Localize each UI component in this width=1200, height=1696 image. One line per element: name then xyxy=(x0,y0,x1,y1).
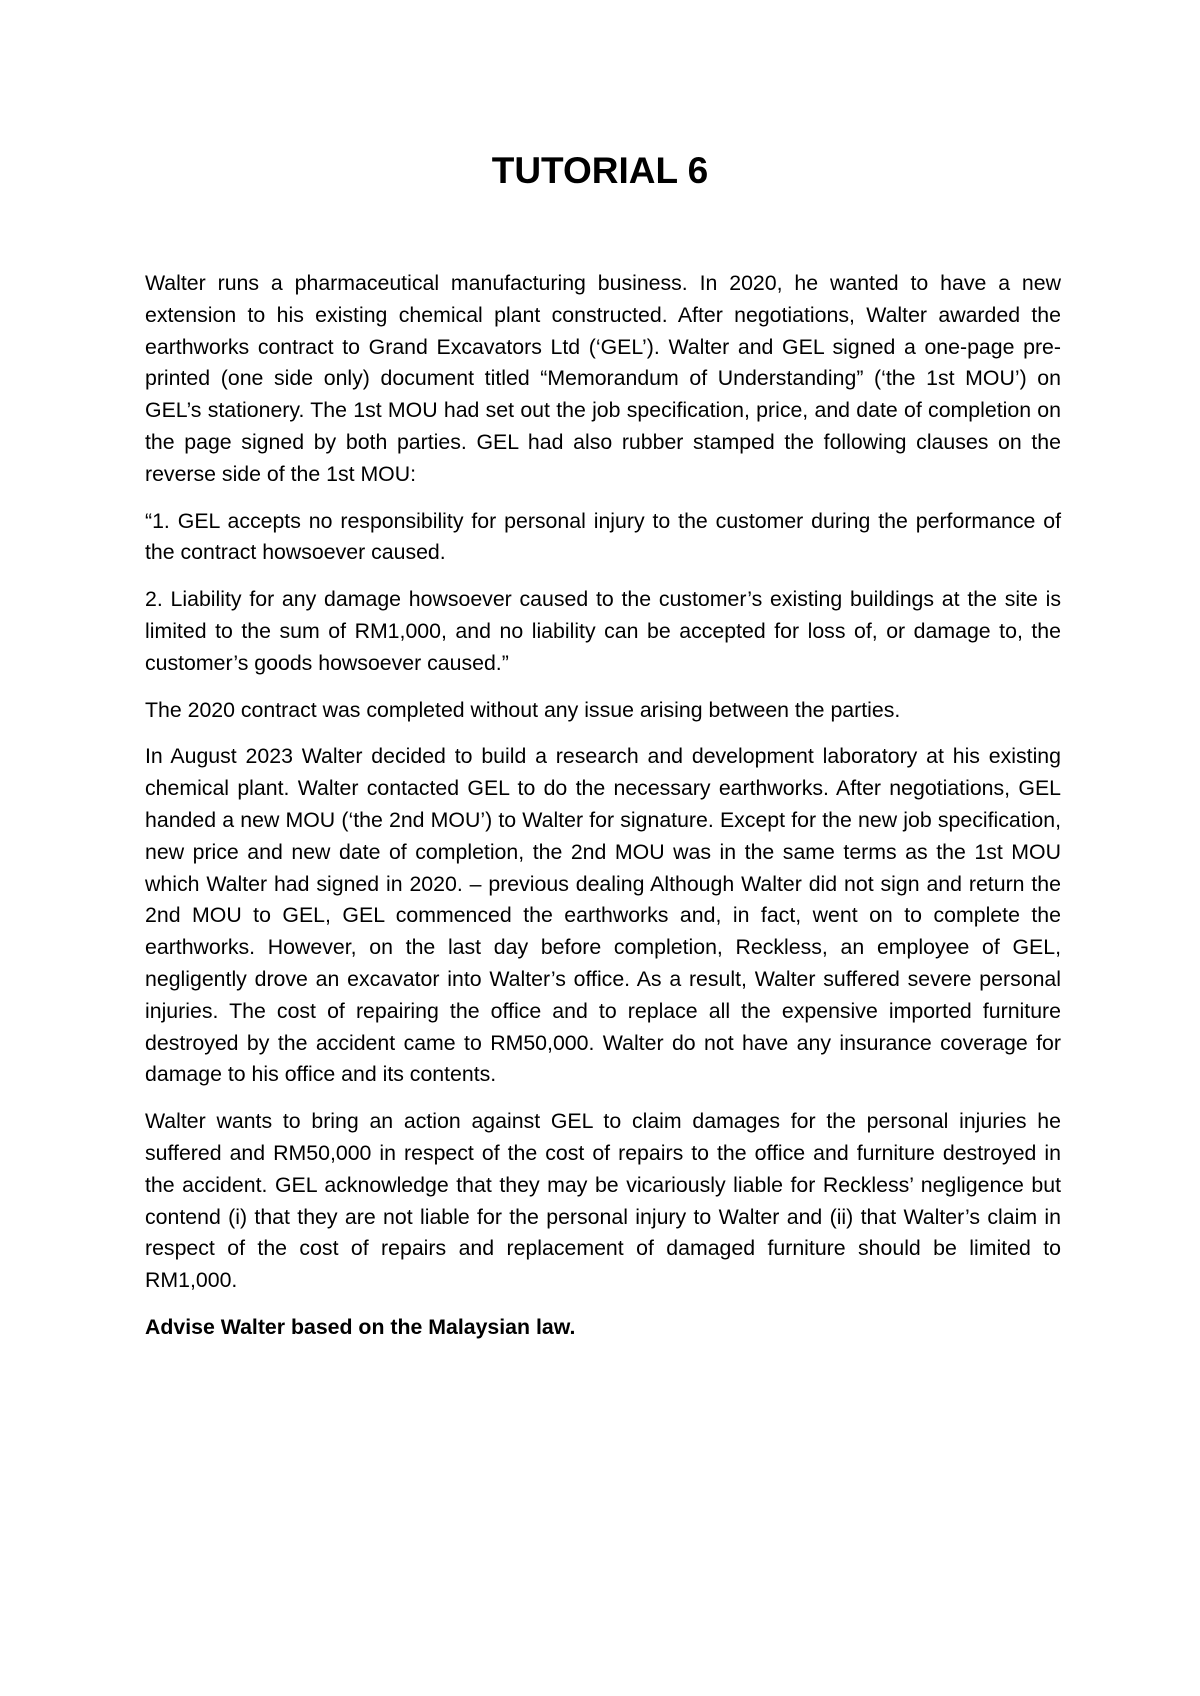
paragraph-facts-2023: In August 2023 Walter decided to build a research and development laboratory at his existing chemical plant. Walter contacted GEL to do the necessary earthworks. After negotiations, GEL handed a new MOU (‘the 2nd MOU’) to Walter for signature. Except for the new job specification, new price and new date of completion, the 2nd MOU was in the same terms as the 1st MOU which Walter had signed in 2020. – previous dealing Although Walter did not sign and return the 2nd MOU to GEL, GEL commenced the earthworks and, in fact, went on to complete the earthworks. However, on the last day before completion, Reckless, an employee of GEL, negligently drove an excavator into Walter’s office. As a result, Walter suffered severe personal injuries. The cost of repairing the office and to replace all the expensive imported furniture destroyed by the accident came to RM50,000. Walter do not have any insurance coverage for damage to his office and its contents. xyxy=(145,744,1061,1087)
paragraph-claim: Walter wants to bring an action against GEL to claim damages for the personal injuries he suffered and RM50,000 in respect of the cost of repairs to the office and furniture destroyed in the accident. GEL acknowledge that they may be vicariously liable for Reckless’ negligence but contend (i) that they are not liable for the personal injury to Walter and (ii) that Walter’s claim in respect of the cost of repairs and replacement of damaged furniture should be limited to RM1,000. xyxy=(145,1109,1061,1293)
clause-1: “1. GEL accepts no responsibility for personal injury to the customer during the performance of the contract howsoever caused. xyxy=(145,508,1061,565)
page-title: TUTORIAL 6 xyxy=(491,150,709,191)
paragraph-2020-completion: The 2020 contract was completed without any issue arising between the parties. xyxy=(145,697,901,722)
paragraph-facts-2020: Walter runs a pharmaceutical manufacturing business. In 2020, he wanted to have a new extension to his existing chemical plant constructed. After negotiations, Walter awarded the earthworks contract to Grand Excavators Ltd (‘GEL’). Walter and GEL signed a one-page pre-printed (one side only) document titled “Memorandum of Understanding” (‘the 1st MOU’) on GEL’s stationery. The 1st MOU had set out the job specification, price, and date of completion on the page signed by both parties. GEL had also rubber stamped the following clauses on the reverse side of the 1st MOU: xyxy=(145,271,1061,486)
clause-2: 2. Liability for any damage howsoever caused to the customer’s existing buildings at the site is limited to the sum of RM1,000, and no liability can be accepted for loss of, or damage to, the customer’s goods howsoever caused.” xyxy=(145,587,1061,675)
question-instruction: Advise Walter based on the Malaysian law. xyxy=(145,1314,576,1339)
document-body xyxy=(145,268,1061,1359)
